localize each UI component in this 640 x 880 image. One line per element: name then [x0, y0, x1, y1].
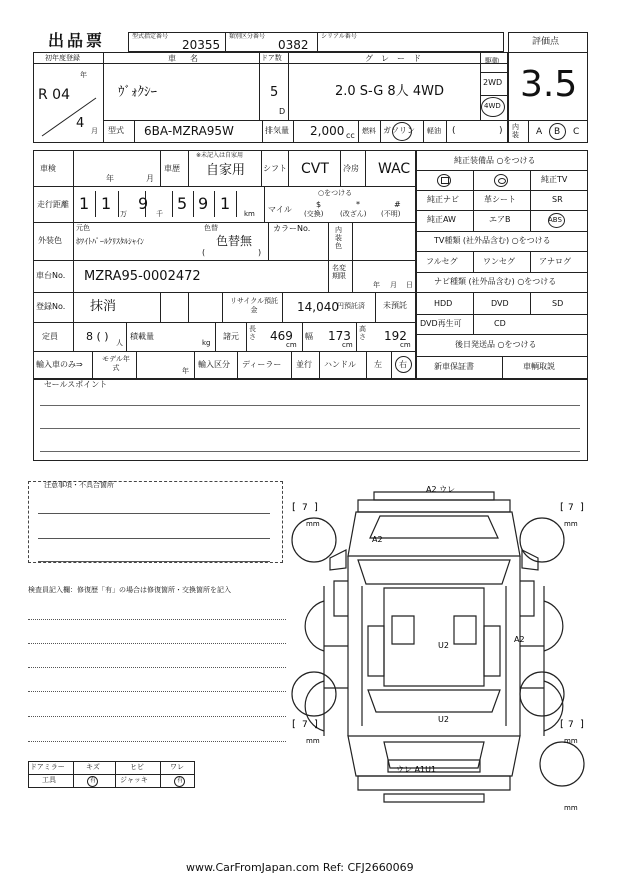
nav-cd: CD: [494, 319, 506, 328]
reg-no-label: 登録No.: [36, 302, 66, 311]
model-cert-label: 型式指定番号: [132, 33, 169, 40]
tire-depth-value: 7: [568, 720, 574, 730]
genuine-aw: 純正AW: [427, 215, 456, 224]
model-type-label: 型式: [108, 126, 124, 135]
sales-point-label: セールスポイント: [44, 380, 108, 389]
tire-depth-value: 7: [302, 720, 308, 730]
recycle-label: リサイクル預託金: [229, 297, 279, 314]
footer-ref: www.CarFromJapan.com Ref: CFJ2660069: [186, 861, 414, 874]
vehicle-manual: 車輌取説: [523, 362, 555, 371]
grade-value: 2.0 S-G 8人 4WD: [335, 84, 444, 99]
recycle-value: 14,040: [297, 300, 339, 314]
capacity-label: 定員: [42, 332, 58, 341]
category-value: 0382: [278, 38, 309, 52]
inspection-label: 車検: [40, 164, 56, 173]
new-car-warranty: 新車保証書: [434, 362, 474, 371]
load-unit: kg: [202, 339, 211, 347]
model-cert-value: 20355: [182, 38, 221, 52]
unknown-symbol: #: [394, 200, 401, 209]
legend-door-mirror: ドアミラー: [30, 763, 65, 771]
model-type-value: 6BA-MZRA95W: [144, 124, 234, 138]
displacement-value: 2,000: [310, 124, 345, 138]
first-reg-month-unit: 月: [91, 127, 98, 135]
color-no-label: カラーNo.: [273, 224, 311, 233]
right-label: 右: [399, 360, 407, 369]
fuel-circle: [392, 122, 412, 141]
nav-dvd-play: DVD再生可: [420, 319, 462, 328]
tamper-label: (改ざん): [340, 210, 367, 218]
mileage-check-label: ○をつける: [318, 189, 353, 197]
tire-depth-value: 7: [302, 503, 308, 513]
mark-rear-glass: U2: [438, 715, 449, 724]
svg-text:[: [: [560, 719, 564, 730]
model-year-label: モデル年式: [102, 355, 130, 372]
chassis-value: MZRA95-0002472: [84, 269, 201, 284]
notes-label: 注意事項・不具合箇所: [44, 481, 114, 489]
drive-2wd: 2WD: [483, 78, 503, 87]
diesel-label: 軽油: [427, 127, 441, 135]
notes-box: [28, 481, 283, 563]
interior-grade-circle: [549, 123, 566, 140]
repaint-value: 色替無: [216, 234, 253, 248]
svg-text:[: [: [560, 502, 564, 513]
swap-symbol: $: [316, 200, 322, 209]
import-type-label: 輸入区分: [198, 360, 230, 369]
mileage-unit-km: km: [244, 210, 255, 218]
evaluation-label: 評価点: [532, 37, 560, 47]
interior-color-label: 内装色: [335, 226, 342, 250]
mileage-digit-1: 1: [79, 194, 90, 213]
svg-text:]: ]: [314, 502, 318, 513]
history-value: 自家用: [206, 163, 246, 178]
svg-text:[: [: [292, 502, 296, 513]
legend-break: ワレ: [170, 763, 184, 771]
tv-analog: アナログ: [539, 257, 571, 266]
capacity-unit: 人: [116, 339, 123, 347]
tire-depth-value: 7: [568, 503, 574, 513]
interior-grade-c: C: [573, 127, 580, 137]
color-label: 外装色: [38, 236, 62, 245]
chassis-label: 車台No.: [36, 271, 66, 280]
nav-hdd: HDD: [434, 299, 453, 308]
mileage-unit-sen: 千: [156, 210, 163, 218]
mile-label: マイル: [268, 205, 292, 214]
repaint-paren: (: [202, 248, 206, 257]
load-label: 積載量: [130, 332, 154, 341]
fuel-value: ガソリン: [383, 126, 415, 135]
evaluation-score: 3.5: [520, 64, 578, 105]
doors-value: 5: [270, 85, 279, 100]
mark-rear-bumper: ウレ A1U1: [396, 765, 437, 774]
genuine-tv: 純正TV: [541, 175, 568, 184]
drive-label: 駆動: [485, 57, 499, 65]
mark-right-side: A2: [514, 635, 525, 644]
category-label: 類別区分番号: [229, 33, 266, 40]
sheet-title: 出品票: [48, 31, 106, 50]
mileage-digit-4: 5: [177, 194, 188, 213]
mileage-digit-2: 1: [101, 194, 112, 213]
abs: ABS: [548, 216, 562, 224]
name-change-label: 名変期限: [332, 264, 346, 280]
legend-tools: 工具: [42, 776, 56, 784]
diesel-paren-close: ): [499, 126, 503, 136]
repaint-paren-close: ): [258, 248, 262, 257]
dealer-label: ディーラー: [242, 360, 282, 369]
leather-seat: 革シート: [484, 195, 516, 204]
height-unit: cm: [400, 341, 411, 349]
tamper-symbol: *: [356, 200, 360, 209]
legend-jack-have: 有: [177, 777, 184, 784]
width-value: 173: [328, 329, 351, 343]
sunroof-text: SR: [552, 195, 563, 204]
mark-front-bumper: A2 ウレ: [426, 485, 456, 494]
capacity-value: 8 ( ): [86, 330, 109, 343]
displacement-unit: cc: [346, 131, 355, 140]
inspection-year-unit: 年: [106, 174, 114, 183]
history-note: ※未記入は自家用: [196, 152, 244, 159]
first-reg-label: 初年度登録: [45, 54, 80, 62]
name-change-month-unit: 月: [390, 281, 397, 289]
sales-point-box: [33, 379, 588, 461]
doors-label: ドア数: [261, 54, 282, 62]
mark-roof: U2: [438, 641, 449, 650]
inspector-label: 検査員記入欄：修復歴「有」の場合は修復箇所・交換箇所を記入: [28, 586, 231, 594]
svg-text:]: ]: [314, 719, 318, 730]
svg-text:[: [: [292, 719, 296, 730]
car-name-value: ｳﾞｫｸｼｰ: [118, 85, 157, 100]
doors-suffix: D: [279, 107, 286, 116]
height-value: 192: [384, 329, 407, 343]
history-label: 車歴: [164, 164, 180, 173]
nav-sd: SD: [552, 299, 564, 308]
model-year-unit: 年: [182, 367, 189, 375]
inspection-month-unit: 月: [146, 174, 154, 183]
mm-unit: mm: [306, 520, 320, 528]
legend-tools-have: 有: [90, 777, 97, 784]
legend-scratch: キズ: [86, 763, 100, 771]
unknown-label: (不明): [381, 210, 401, 218]
legend-jack: ジャッキ: [120, 776, 148, 784]
airbag: エアB: [489, 215, 511, 224]
parallel-label: 並行: [296, 360, 312, 369]
ac-value: WAC: [378, 161, 411, 177]
orig-color-label: 元色: [76, 224, 90, 232]
dims-label: 諸元: [223, 332, 239, 341]
genuine-label: 純正装備品 ○をつける: [454, 156, 536, 165]
tv-oneseg: ワンセグ: [483, 257, 515, 266]
svg-text:]: ]: [580, 719, 584, 730]
diesel-paren: (: [452, 126, 456, 136]
mileage-unit-man: 万: [120, 210, 127, 218]
interior-label: 内装: [512, 123, 519, 139]
serial-label: シリアル番号: [321, 33, 357, 40]
displacement-label: 排気量: [265, 126, 289, 135]
width-label: 幅: [305, 332, 313, 341]
handle-label: ハンドル: [324, 360, 356, 369]
import-label: 輸入車のみ⇒: [36, 360, 83, 369]
drive-4wd: 4WD: [484, 102, 501, 110]
width-unit: cm: [342, 341, 353, 349]
interior-grade-b: B: [554, 127, 561, 137]
mm-unit: mm: [564, 804, 578, 812]
drive-4wd-circle: [481, 97, 505, 117]
length-unit: cm: [286, 341, 297, 349]
mileage-label: 走行距離: [37, 200, 69, 209]
legend-crack: ヒビ: [130, 763, 144, 771]
mark-front-door-left: A2: [372, 535, 383, 544]
tv-type-label: TV種類 (社外品含む) ○をつける: [434, 236, 551, 245]
ac-label: 冷房: [343, 164, 359, 173]
reg-no-value: 抹消: [90, 299, 117, 314]
car-damage-diagram: [288, 476, 588, 814]
first-reg-year: R 04: [38, 87, 70, 103]
shift-label: シフト: [263, 164, 287, 173]
mileage-digit-6: 1: [220, 194, 231, 213]
name-change-day-unit: 日: [406, 281, 413, 289]
mm-unit: mm: [564, 520, 578, 528]
swap-label: (交換): [304, 210, 324, 218]
mm-unit: mm: [564, 737, 578, 745]
recycle-not-deposited: 未預託: [383, 301, 407, 310]
name-change-year-unit: 年: [373, 281, 380, 289]
svg-text:]: ]: [580, 502, 584, 513]
height-label: 高さ: [359, 325, 366, 341]
first-reg-year-unit: 年: [80, 71, 87, 79]
fuel-label: 燃料: [362, 127, 376, 135]
grade-label: グレード: [365, 54, 429, 63]
shift-value: CVT: [301, 161, 329, 177]
abs-circle: [548, 213, 565, 228]
later-docs-label: 後日発送品 ○をつける: [455, 340, 537, 349]
tv-fullseg: フルセグ: [426, 257, 458, 266]
mm-unit: mm: [306, 737, 320, 745]
car-name-label: 車名: [168, 54, 212, 63]
mileage-digit-5: 9: [198, 194, 209, 213]
recycle-deposited: 円預託済: [337, 302, 365, 310]
detail-box: [33, 150, 416, 379]
length-value: 469: [270, 329, 293, 343]
right-circle: [395, 356, 412, 373]
nav-type-label: ナビ種類 (社外品含む) ○をつける: [434, 277, 557, 286]
interior-grade-a: A: [536, 127, 543, 137]
mileage-digit-3: 9: [138, 194, 149, 213]
genuine-nav: 純正ナビ: [427, 195, 459, 204]
left-label: 左: [374, 360, 382, 369]
length-label: 長さ: [249, 325, 256, 341]
nav-dvd: DVD: [491, 299, 509, 308]
repaint-label: 色替: [204, 224, 218, 232]
orig-color-value: ﾎﾜｲﾄﾊﾟｰﾙｸﾘｽﾀﾙｼｬｲﾝ: [76, 237, 144, 246]
first-reg-month: 4: [76, 116, 85, 131]
